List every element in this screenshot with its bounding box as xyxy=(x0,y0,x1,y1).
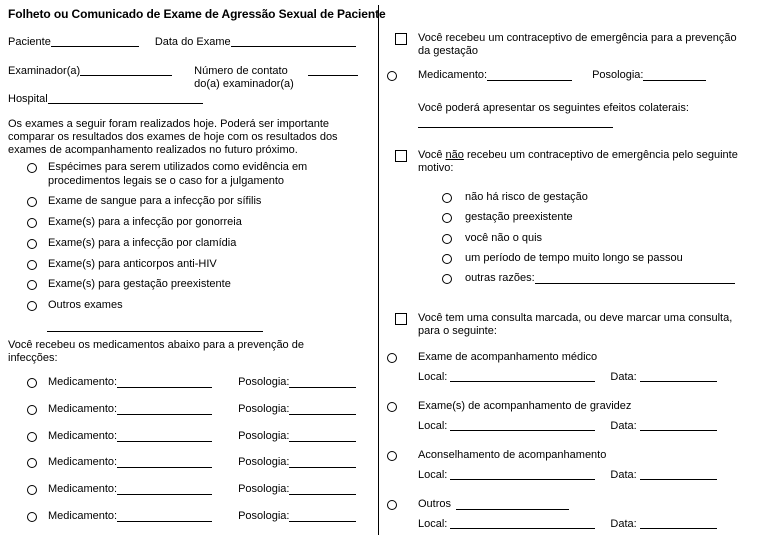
patient-label: Paciente xyxy=(8,36,51,48)
side-effects-label: Você poderá apresentar os seguintes efeitos colaterais: xyxy=(418,102,689,114)
medication-label: Medicamento: xyxy=(48,376,118,388)
reason-option xyxy=(442,211,735,224)
reason-option xyxy=(442,232,735,245)
radio-button[interactable] xyxy=(442,193,452,203)
appointment-location-field[interactable] xyxy=(450,468,595,480)
medication-label: Medicamento: xyxy=(418,69,488,81)
appointment-options-list xyxy=(387,351,717,535)
appointment-section-header xyxy=(387,312,748,338)
dosage-label: Posologia: xyxy=(238,402,290,415)
medication-field[interactable] xyxy=(117,403,212,415)
radio-button[interactable] xyxy=(27,163,37,173)
location-label: Local: xyxy=(418,469,448,481)
medication-row xyxy=(8,430,356,443)
location-date-row xyxy=(418,517,717,531)
medication-field[interactable] xyxy=(117,483,212,495)
dosage-field[interactable] xyxy=(289,483,356,495)
appointment-date-field[interactable] xyxy=(640,370,717,382)
medication-row xyxy=(8,510,356,523)
date-label: Data: xyxy=(610,420,637,432)
reason-label: um período de tempo muito longo se passou xyxy=(465,251,683,264)
radio-button[interactable] xyxy=(27,280,37,290)
exam-option xyxy=(8,278,368,292)
contraceptive-medication-row xyxy=(387,69,706,82)
dosage-field[interactable] xyxy=(289,510,356,522)
appointment-date-field[interactable] xyxy=(640,419,717,431)
exam-option-label: Exame de sangue para a infecção por sífilis xyxy=(48,195,262,208)
dosage-label: Posologia: xyxy=(238,509,290,522)
reason-option xyxy=(442,272,735,285)
left-column xyxy=(8,0,386,535)
reason-label: outras razões: xyxy=(465,272,535,285)
radio-button[interactable] xyxy=(27,458,37,468)
other-exams-field[interactable] xyxy=(47,322,263,332)
dosage-field[interactable] xyxy=(289,376,356,388)
column-divider xyxy=(378,5,379,535)
dosage-field[interactable] xyxy=(643,69,706,81)
no-contraceptive-label: Você não recebeu um contraceptivo de emergência pelo seguinte motivo: xyxy=(418,149,738,174)
radio-button[interactable] xyxy=(442,213,452,223)
exam-option xyxy=(8,161,368,188)
appointment-location-field[interactable] xyxy=(450,517,595,529)
exams-intro-paragraph: Os exames a seguir foram realizados hoje. Poderá ser importante comparar os resultados dos exames de hoje com os resultados dos exames de acompanhamento realizados no futuro próximo. xyxy=(8,118,338,156)
medication-row xyxy=(8,376,356,389)
exam-option xyxy=(8,299,368,313)
date-label: Data: xyxy=(610,518,637,530)
examiner-contact-field[interactable] xyxy=(308,64,358,76)
examiner-row xyxy=(8,64,358,91)
appointment-location-field[interactable] xyxy=(450,419,595,431)
location-label: Local: xyxy=(418,420,448,432)
radio-button[interactable] xyxy=(27,512,37,522)
exam-option xyxy=(8,216,368,230)
radio-button[interactable] xyxy=(27,301,37,311)
radio-button[interactable] xyxy=(387,71,397,81)
exam-option-label: Outros exames xyxy=(48,299,123,312)
reason-option xyxy=(442,252,735,265)
hospital-row xyxy=(8,92,203,106)
patient-row xyxy=(8,35,356,49)
medication-field[interactable] xyxy=(117,430,212,442)
reason-label: gestação preexistente xyxy=(465,211,573,224)
checkbox[interactable] xyxy=(395,150,407,162)
other-appointment-field[interactable] xyxy=(456,498,569,510)
radio-button[interactable] xyxy=(442,254,452,264)
radio-button[interactable] xyxy=(442,274,452,284)
appointment-date-field[interactable] xyxy=(640,517,717,529)
no-contraceptive-reasons-list xyxy=(442,191,735,292)
dosage-label: Posologia: xyxy=(238,483,290,496)
radio-button[interactable] xyxy=(27,218,37,228)
location-date-row xyxy=(418,419,717,433)
appointment-label: Você tem uma consulta marcada, ou deve marcar uma consulta, para o seguinte: xyxy=(418,312,733,337)
checkbox[interactable] xyxy=(395,313,407,325)
reason-label: você não o quis xyxy=(465,231,543,244)
medication-label: Medicamento: xyxy=(48,483,118,496)
medication-row xyxy=(8,456,356,469)
medication-row xyxy=(8,483,356,496)
examiner-contact-label-line1: Número de contato xyxy=(194,65,288,77)
exam-option xyxy=(8,195,368,209)
exam-option xyxy=(8,237,368,251)
dosage-label: Posologia: xyxy=(238,456,290,469)
contraceptive-label: Você recebeu um contraceptivo de emergência para a prevenção da gestação xyxy=(418,32,737,57)
radio-button[interactable] xyxy=(387,500,397,510)
radio-button[interactable] xyxy=(27,378,37,388)
reason-label: não há risco de gestação xyxy=(465,191,588,203)
medication-field[interactable] xyxy=(487,69,572,81)
medication-field[interactable] xyxy=(117,456,212,468)
location-label: Local: xyxy=(418,518,448,530)
radio-button[interactable] xyxy=(27,239,37,249)
appointment-option xyxy=(387,449,717,482)
date-label: Data: xyxy=(610,371,637,383)
exam-option-label: Exame(s) para a infecção por clamídia xyxy=(48,236,237,249)
radio-button[interactable] xyxy=(387,353,397,363)
exam-option xyxy=(8,258,368,272)
examiner-contact-block xyxy=(194,64,358,91)
radio-button[interactable] xyxy=(387,451,397,461)
appointment-option xyxy=(387,400,717,433)
appointment-option xyxy=(387,498,717,531)
medication-rows xyxy=(8,376,356,535)
checkbox[interactable] xyxy=(395,33,407,45)
radio-button[interactable] xyxy=(27,485,37,495)
exam-date-label: Data do Exame xyxy=(154,36,231,48)
medication-field[interactable] xyxy=(117,510,212,522)
patient-field[interactable] xyxy=(51,35,139,47)
exam-option-label: Espécimes para serem utilizados como evidência em procedimentos legais se o caso for a julgamento xyxy=(48,161,308,187)
radio-button[interactable] xyxy=(387,402,397,412)
reason-option xyxy=(442,191,735,204)
appointment-option-label: Aconselhamento de acompanhamento xyxy=(418,449,607,461)
location-date-row xyxy=(418,468,717,482)
examiner-contact-label-line2: do(a) examinador(a) xyxy=(194,78,294,90)
exam-option-label: Exame(s) para gestação preexistente xyxy=(48,278,231,291)
radio-button[interactable] xyxy=(27,432,37,442)
medication-label: Medicamento: xyxy=(48,509,118,522)
exam-options-list xyxy=(8,161,368,332)
radio-button[interactable] xyxy=(27,197,37,207)
medication-field[interactable] xyxy=(117,376,212,388)
hospital-label: Hospital xyxy=(8,93,48,105)
appointment-option-label: Exame(s) de acompanhamento de gravidez xyxy=(418,400,632,412)
location-label: Local: xyxy=(418,371,448,383)
exam-option-label: Exame(s) para a infecção por gonorreia xyxy=(48,216,242,229)
location-date-row xyxy=(418,370,717,384)
no-contraceptive-section-header xyxy=(387,149,748,175)
side-effects-field[interactable] xyxy=(418,118,613,128)
appointment-location-field[interactable] xyxy=(450,370,595,382)
contraceptive-section-header xyxy=(387,32,748,58)
medication-label: Medicamento: xyxy=(48,402,118,415)
appointment-option-label: Outros xyxy=(418,498,452,510)
exam-option-label: Exame(s) para anticorpos anti-HIV xyxy=(48,257,217,270)
dosage-label: Posologia: xyxy=(592,69,644,81)
dosage-label: Posologia: xyxy=(238,376,290,388)
radio-button[interactable] xyxy=(27,405,37,415)
other-reasons-field[interactable] xyxy=(535,272,735,284)
dosage-field[interactable] xyxy=(289,403,356,415)
emphasized-word: não xyxy=(445,149,464,161)
radio-button[interactable] xyxy=(27,260,37,270)
examiner-label: Examinador(a) xyxy=(8,65,81,77)
appointment-date-field[interactable] xyxy=(640,468,717,480)
dosage-label: Posologia: xyxy=(238,429,290,442)
appointment-option-label: Exame de acompanhamento médico xyxy=(418,351,598,363)
appointment-option xyxy=(387,351,717,384)
form-title: Folheto ou Comunicado de Exame de Agressão Sexual de Paciente xyxy=(8,7,386,21)
dosage-field[interactable] xyxy=(289,430,356,442)
examiner-field[interactable] xyxy=(80,64,172,76)
medication-label: Medicamento: xyxy=(48,429,118,442)
radio-button[interactable] xyxy=(442,234,452,244)
side-effects-block xyxy=(418,102,689,128)
medication-label: Medicamento: xyxy=(48,456,118,469)
hospital-field[interactable] xyxy=(48,92,203,104)
medications-intro: Você recebeu os medicamentos abaixo para a prevenção de infecções: xyxy=(8,339,304,364)
right-column xyxy=(387,0,757,535)
exam-date-field[interactable] xyxy=(231,35,356,47)
medication-row xyxy=(8,403,356,416)
date-label: Data: xyxy=(610,469,637,481)
dosage-field[interactable] xyxy=(289,456,356,468)
